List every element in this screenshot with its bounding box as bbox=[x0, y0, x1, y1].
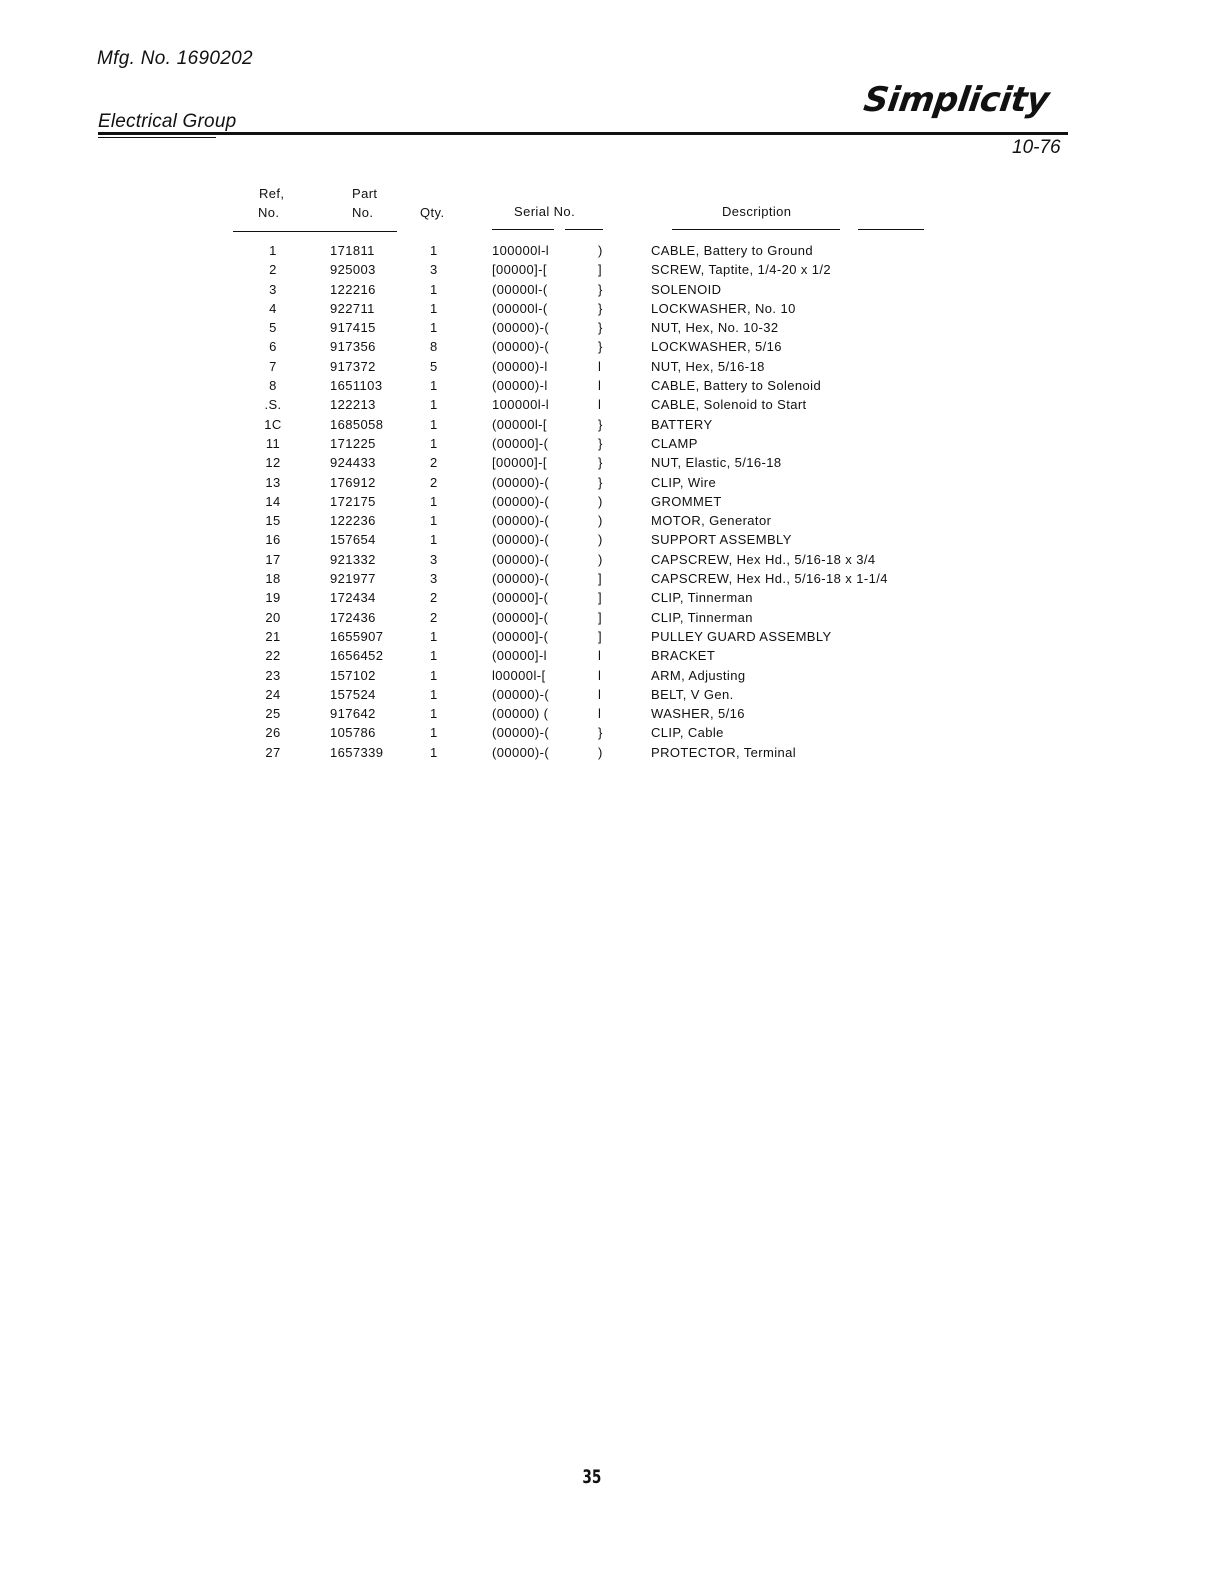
serial-cell: (00000)-l bbox=[492, 358, 548, 374]
col-header-serial: Serial No. bbox=[514, 204, 576, 219]
qty-cell: 2 bbox=[430, 609, 438, 625]
header-rule bbox=[98, 132, 1068, 135]
description-cell: CLAMP bbox=[651, 435, 698, 451]
ref-cell: 13 bbox=[265, 474, 281, 490]
ref-cell: 21 bbox=[265, 628, 281, 644]
qty-cell: 1 bbox=[430, 300, 438, 316]
description-cell: CABLE, Battery to Solenoid bbox=[651, 378, 822, 394]
qty-cell: 8 bbox=[430, 339, 438, 355]
serial-bracket-cell: } bbox=[598, 474, 603, 490]
table-row bbox=[0, 492, 1218, 511]
description-cell: CLIP, Wire bbox=[651, 474, 717, 490]
part-number-cell: 105786 bbox=[330, 725, 376, 741]
header-dash-desc-1 bbox=[672, 229, 840, 230]
part-number-cell: 1656452 bbox=[330, 648, 384, 664]
serial-bracket-cell: } bbox=[598, 455, 603, 471]
serial-bracket-cell: ] bbox=[598, 628, 603, 644]
ref-cell: .S. bbox=[264, 397, 282, 413]
part-number-cell: 925003 bbox=[330, 262, 376, 278]
description-cell: LOCKWASHER, No. 10 bbox=[651, 300, 796, 316]
ref-cell: 16 bbox=[265, 532, 281, 548]
serial-cell: (00000)-( bbox=[492, 474, 550, 490]
table-row bbox=[0, 395, 1218, 414]
serial-bracket-cell: l bbox=[598, 667, 602, 683]
qty-cell: 1 bbox=[430, 667, 438, 683]
table-row bbox=[0, 743, 1218, 762]
ref-cell: 1C bbox=[264, 416, 282, 432]
ref-cell: 5 bbox=[269, 320, 277, 336]
description-cell: CLIP, Tinnerman bbox=[651, 609, 753, 625]
table-row bbox=[0, 376, 1218, 395]
ref-cell: 15 bbox=[265, 513, 281, 529]
table-row bbox=[0, 704, 1218, 723]
page-number: 35 bbox=[582, 1466, 602, 1488]
part-number-cell: 917642 bbox=[330, 706, 376, 722]
serial-bracket-cell: ) bbox=[598, 744, 603, 760]
serial-cell: (00000)-( bbox=[492, 320, 550, 336]
part-number-cell: 171811 bbox=[330, 243, 375, 258]
serial-bracket-cell: l bbox=[598, 686, 602, 702]
qty-cell: 5 bbox=[430, 358, 438, 374]
qty-cell: 1 bbox=[430, 320, 438, 336]
ref-cell: 27 bbox=[265, 744, 281, 760]
serial-bracket-cell: } bbox=[598, 725, 603, 741]
serial-bracket-cell: l bbox=[598, 706, 602, 722]
serial-cell: 100000l-l bbox=[492, 243, 550, 258]
description-cell: CLIP, Tinnerman bbox=[651, 590, 753, 606]
qty-cell: 2 bbox=[430, 455, 438, 471]
part-number-cell: 922711 bbox=[330, 300, 375, 316]
col-header-qty: Qty. bbox=[420, 205, 445, 220]
table-row bbox=[0, 337, 1218, 356]
serial-bracket-cell: ] bbox=[598, 262, 603, 278]
description-cell: BRACKET bbox=[651, 648, 716, 664]
table-row bbox=[0, 357, 1218, 376]
table-row bbox=[0, 415, 1218, 434]
table-row bbox=[0, 318, 1218, 337]
part-number-cell: 921332 bbox=[330, 551, 376, 567]
parts-rows bbox=[0, 241, 1218, 762]
serial-bracket-cell: l bbox=[598, 648, 602, 664]
brand-logo: Simplicity bbox=[861, 80, 1052, 120]
qty-cell: 1 bbox=[430, 532, 438, 548]
part-number-cell: 172175 bbox=[330, 493, 376, 509]
ref-cell: 26 bbox=[265, 725, 281, 741]
qty-cell: 2 bbox=[430, 474, 438, 490]
header-underline bbox=[233, 231, 397, 232]
description-cell: NUT, Hex, No. 10-32 bbox=[651, 320, 779, 336]
ref-cell: 3 bbox=[269, 281, 277, 297]
serial-cell: (00000)-( bbox=[492, 513, 550, 529]
serial-bracket-cell: ) bbox=[598, 513, 603, 529]
part-number-cell: 1655907 bbox=[330, 628, 384, 644]
qty-cell: 1 bbox=[430, 397, 438, 413]
table-row bbox=[0, 646, 1218, 665]
ref-cell: 17 bbox=[265, 551, 281, 567]
ref-cell: 2 bbox=[269, 262, 277, 278]
qty-cell: 1 bbox=[430, 725, 438, 741]
qty-cell: 3 bbox=[430, 262, 438, 278]
header-subrule bbox=[98, 137, 216, 138]
part-number-cell: 917356 bbox=[330, 339, 376, 355]
serial-cell: (00000)-( bbox=[492, 493, 550, 509]
ref-cell: 11 bbox=[265, 435, 281, 451]
qty-cell: 1 bbox=[430, 513, 438, 529]
serial-cell: (00000)-l bbox=[492, 378, 548, 394]
serial-cell: (00000)-( bbox=[492, 551, 550, 567]
table-row bbox=[0, 666, 1218, 685]
part-number-cell: 122213 bbox=[330, 397, 376, 413]
serial-bracket-cell: ) bbox=[598, 493, 603, 509]
ref-cell: 23 bbox=[265, 667, 281, 683]
table-row bbox=[0, 473, 1218, 492]
table-row bbox=[0, 530, 1218, 549]
qty-cell: 1 bbox=[430, 416, 438, 432]
description-cell: PROTECTOR, Terminal bbox=[651, 744, 797, 760]
part-number-cell: 1657339 bbox=[330, 744, 384, 760]
qty-cell: 3 bbox=[430, 551, 438, 567]
qty-cell: 1 bbox=[430, 686, 438, 702]
ref-cell: 14 bbox=[265, 493, 281, 509]
serial-bracket-cell: ] bbox=[598, 609, 603, 625]
serial-cell: (00000)-( bbox=[492, 686, 550, 702]
serial-bracket-cell: ) bbox=[598, 532, 603, 548]
part-number-cell: 122236 bbox=[330, 513, 376, 529]
ref-cell: 8 bbox=[269, 378, 277, 394]
description-cell: GROMMET bbox=[651, 493, 722, 509]
serial-bracket-cell: } bbox=[598, 300, 603, 316]
ref-cell: 24 bbox=[265, 686, 281, 702]
serial-bracket-cell: } bbox=[598, 435, 603, 451]
table-row bbox=[0, 260, 1218, 279]
serial-cell: [00000]-[ bbox=[492, 455, 547, 471]
table-row bbox=[0, 453, 1218, 472]
serial-cell: (00000l-( bbox=[492, 300, 548, 316]
serial-cell: (00000]-( bbox=[492, 590, 549, 606]
serial-cell: (00000)-( bbox=[492, 725, 550, 741]
description-cell: CLIP, Cable bbox=[651, 725, 724, 741]
ref-cell: 7 bbox=[269, 358, 277, 374]
qty-cell: 1 bbox=[430, 706, 438, 722]
serial-cell: (00000]-( bbox=[492, 609, 549, 625]
col-header-description: Description bbox=[722, 204, 792, 219]
part-number-cell: 122216 bbox=[330, 281, 376, 297]
part-number-cell: 176912 bbox=[330, 474, 376, 490]
qty-cell: 2 bbox=[430, 590, 438, 606]
serial-cell: (00000)-( bbox=[492, 339, 550, 355]
ref-cell: 6 bbox=[269, 339, 277, 355]
table-row bbox=[0, 299, 1218, 318]
ref-cell: 1 bbox=[269, 243, 277, 258]
description-cell: CABLE, Battery to Ground bbox=[651, 243, 814, 258]
description-cell: SOLENOID bbox=[651, 281, 722, 297]
description-cell: CABLE, Solenoid to Start bbox=[651, 397, 807, 413]
description-cell: SUPPORT ASSEMBLY bbox=[651, 532, 792, 548]
description-cell: CAPSCREW, Hex Hd., 5/16-18 x 3/4 bbox=[651, 551, 876, 567]
table-row bbox=[0, 723, 1218, 742]
description-cell: NUT, Elastic, 5/16-18 bbox=[651, 455, 782, 471]
qty-cell: 1 bbox=[430, 281, 438, 297]
serial-bracket-cell: } bbox=[598, 339, 603, 355]
table-row bbox=[0, 550, 1218, 569]
part-number-cell: 157654 bbox=[330, 532, 376, 548]
table-row bbox=[0, 511, 1218, 530]
serial-bracket-cell: ] bbox=[598, 590, 603, 606]
serial-cell: 100000l-l bbox=[492, 397, 550, 413]
description-cell: MOTOR, Generator bbox=[651, 513, 772, 529]
col-header-ref-top: Ref, bbox=[259, 186, 285, 201]
ref-cell: 18 bbox=[265, 571, 281, 587]
serial-cell: (00000]-( bbox=[492, 435, 549, 451]
part-number-cell: 921977 bbox=[330, 571, 376, 587]
description-cell: BELT, V Gen. bbox=[651, 686, 734, 702]
part-number-cell: 157102 bbox=[330, 667, 376, 683]
table-row bbox=[0, 685, 1218, 704]
description-cell: NUT, Hex, 5/16-18 bbox=[651, 358, 765, 374]
part-number-cell: 917372 bbox=[330, 358, 376, 374]
part-number-cell: 924433 bbox=[330, 455, 376, 471]
part-number-cell: 171225 bbox=[330, 435, 376, 451]
serial-cell: (00000) ( bbox=[492, 706, 549, 722]
serial-bracket-cell: } bbox=[598, 281, 603, 297]
part-number-cell: 172434 bbox=[330, 590, 376, 606]
serial-bracket-cell: ) bbox=[598, 243, 603, 258]
qty-cell: 1 bbox=[430, 243, 438, 258]
ref-cell: 20 bbox=[265, 609, 281, 625]
qty-cell: 1 bbox=[430, 628, 438, 644]
serial-bracket-cell: l bbox=[598, 397, 602, 413]
qty-cell: 1 bbox=[430, 744, 438, 760]
table-row bbox=[0, 588, 1218, 607]
serial-cell: (00000)-( bbox=[492, 532, 550, 548]
table-row bbox=[0, 627, 1218, 646]
qty-cell: 1 bbox=[430, 493, 438, 509]
part-number-cell: 157524 bbox=[330, 686, 376, 702]
revision-date: 10-76 bbox=[1012, 137, 1061, 158]
description-cell: ARM, Adjusting bbox=[651, 667, 746, 683]
table-row bbox=[0, 608, 1218, 627]
table-row bbox=[0, 434, 1218, 453]
col-header-part-bottom: No. bbox=[352, 205, 374, 220]
mfg-number: Mfg. No. 1690202 bbox=[97, 48, 253, 69]
col-header-ref-bottom: No. bbox=[258, 205, 280, 220]
ref-cell: 12 bbox=[265, 455, 281, 471]
part-number-cell: 1685058 bbox=[330, 416, 384, 432]
serial-cell: (00000]-( bbox=[492, 628, 549, 644]
serial-cell: (00000)-( bbox=[492, 571, 550, 587]
qty-cell: 1 bbox=[430, 648, 438, 664]
serial-bracket-cell: l bbox=[598, 358, 602, 374]
group-title: Electrical Group bbox=[98, 111, 237, 132]
header-dash-serial-2 bbox=[565, 229, 603, 230]
serial-cell: (00000)-( bbox=[492, 744, 550, 760]
serial-cell: (00000l-[ bbox=[492, 416, 547, 432]
serial-cell: [00000]-[ bbox=[492, 262, 547, 278]
ref-cell: 4 bbox=[269, 300, 277, 316]
description-cell: PULLEY GUARD ASSEMBLY bbox=[651, 628, 832, 644]
description-cell: SCREW, Taptite, 1/4-20 x 1/2 bbox=[651, 262, 832, 278]
serial-cell: (00000]-l bbox=[492, 648, 547, 664]
serial-bracket-cell: ] bbox=[598, 571, 603, 587]
serial-bracket-cell: } bbox=[598, 416, 603, 432]
table-row bbox=[0, 280, 1218, 299]
description-cell: BATTERY bbox=[651, 416, 713, 432]
qty-cell: 1 bbox=[430, 435, 438, 451]
serial-bracket-cell: } bbox=[598, 320, 603, 336]
description-cell: CAPSCREW, Hex Hd., 5/16-18 x 1-1/4 bbox=[651, 571, 888, 587]
serial-bracket-cell: l bbox=[598, 378, 602, 394]
header-dash-desc-2 bbox=[858, 229, 924, 230]
part-number-cell: 1651103 bbox=[330, 378, 383, 394]
ref-cell: 19 bbox=[265, 590, 281, 606]
serial-cell: (00000l-( bbox=[492, 281, 548, 297]
part-number-cell: 917415 bbox=[330, 320, 376, 336]
description-cell: WASHER, 5/16 bbox=[651, 706, 745, 722]
description-cell: LOCKWASHER, 5/16 bbox=[651, 339, 782, 355]
serial-bracket-cell: ) bbox=[598, 551, 603, 567]
table-row bbox=[0, 241, 1218, 260]
ref-cell: 25 bbox=[265, 706, 281, 722]
header-dash-serial-1 bbox=[492, 229, 554, 230]
table-row bbox=[0, 569, 1218, 588]
ref-cell: 22 bbox=[265, 648, 281, 664]
col-header-part-top: Part bbox=[352, 186, 378, 201]
qty-cell: 3 bbox=[430, 571, 438, 587]
qty-cell: 1 bbox=[430, 378, 438, 394]
part-number-cell: 172436 bbox=[330, 609, 376, 625]
serial-cell: l00000l-[ bbox=[492, 667, 546, 683]
